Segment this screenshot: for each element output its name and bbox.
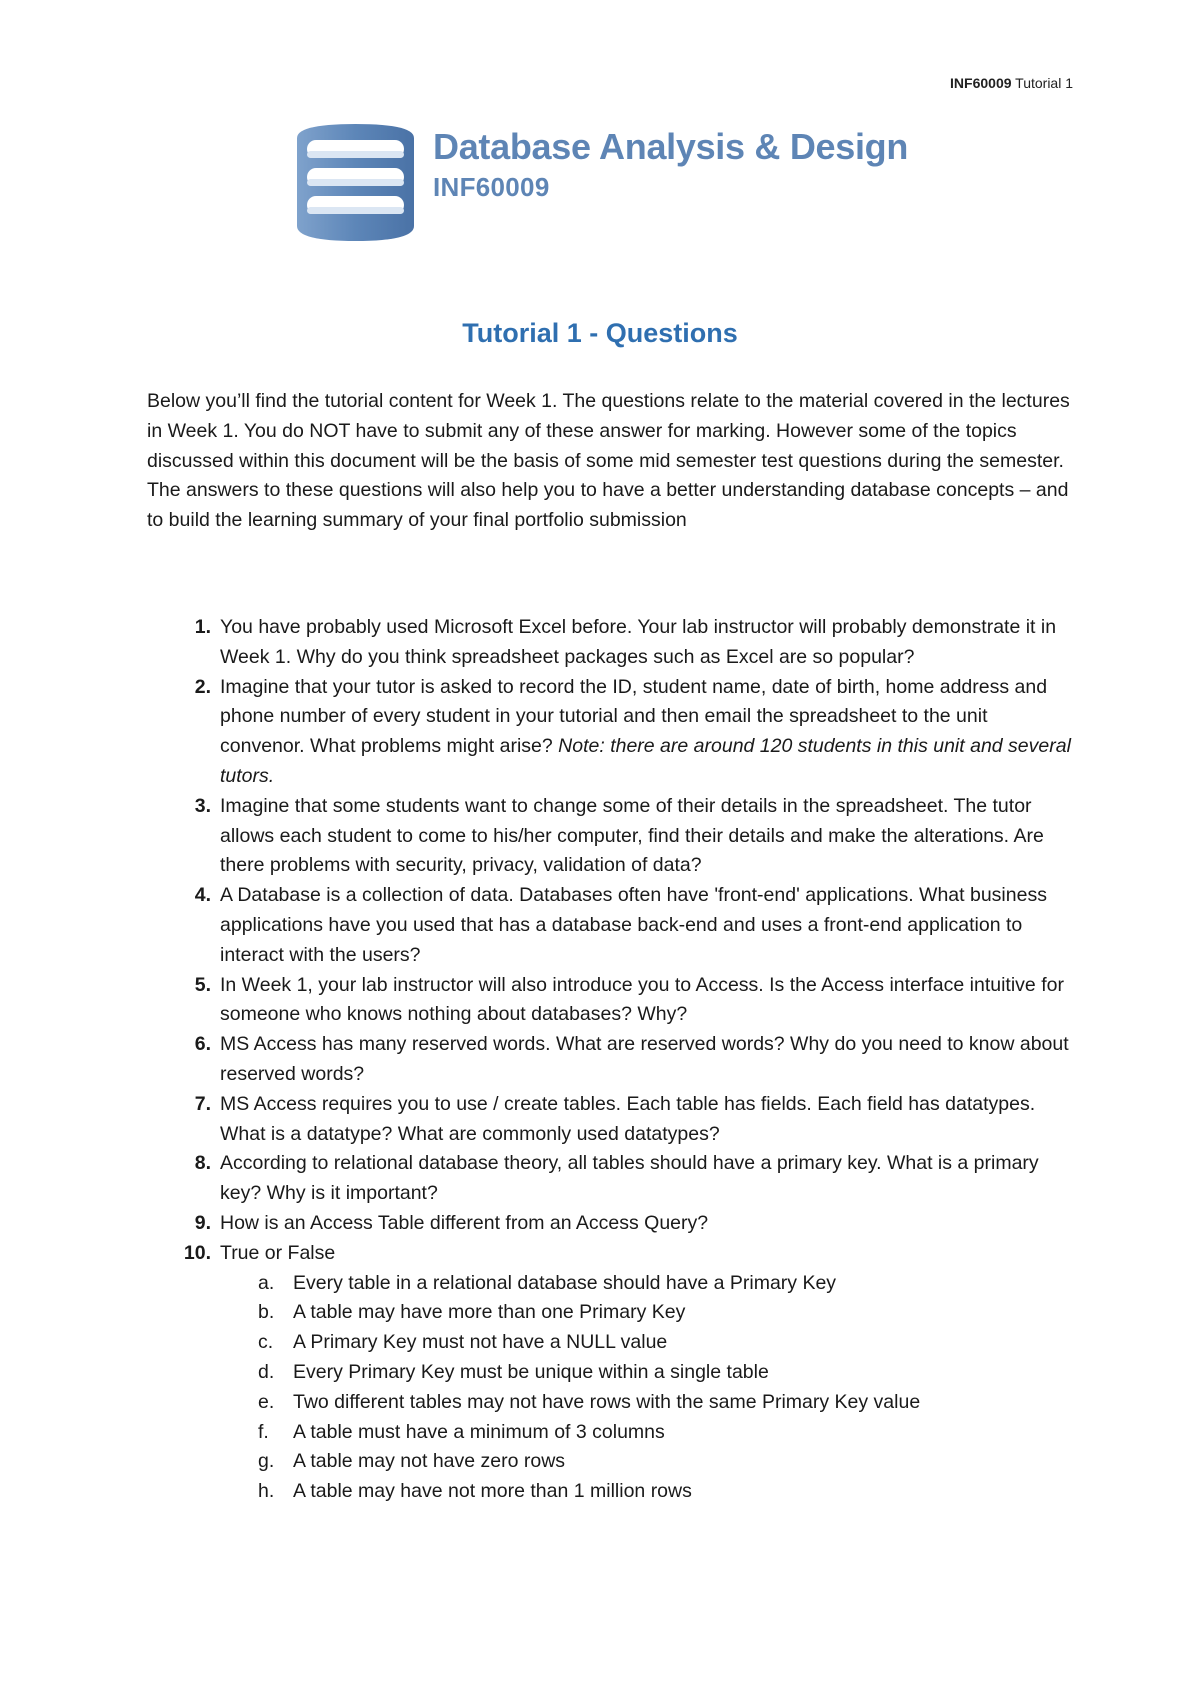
question-item <box>147 1090 1077 1150</box>
item-letter: a. <box>258 1271 275 1294</box>
item-text: A table may not have zero rows <box>293 1450 566 1473</box>
question-note: Note: there are around 120 students in this unit and several tutors. <box>220 735 1071 787</box>
course-banner <box>293 120 933 245</box>
question-text: According to relational database theory, all tables should have a primary key. What is a primary key? Why is it important? <box>220 1152 1039 1205</box>
header-label: Tutorial 1 <box>1015 75 1073 91</box>
question-text: A Database is a collection of data. Databases often have 'front-end' applications. What business applications have you used that has a database back-end and uses a front-end application to interact with the users? <box>220 884 1047 966</box>
question-text: You have probably used Microsoft Excel before. Your lab instructor will probably demonstrate it in Week 1. Why do you think spreadsheet packages such as Excel are so popular? <box>220 616 1057 668</box>
question-number: 6. <box>194 1033 211 1056</box>
question-item <box>147 1149 1077 1209</box>
item-letter: f. <box>258 1420 269 1443</box>
true-false-item <box>220 1298 1077 1328</box>
item-letter: b. <box>258 1301 275 1324</box>
true-false-list <box>220 1269 1077 1507</box>
item-letter: e. <box>258 1390 275 1413</box>
item-text: A table may have not more than 1 million rows <box>293 1480 692 1503</box>
question-number: 1. <box>194 616 211 638</box>
question-item <box>147 881 1077 970</box>
page-title: Tutorial 1 - Questions <box>462 318 738 348</box>
item-text: A Primary Key must not have a NULL value <box>293 1331 668 1354</box>
question-text: In Week 1, your lab instructor will also introduce you to Access. Is the Access interface intuitive for someone who knows nothing about databases? Why? <box>220 973 1064 1026</box>
question-item <box>147 971 1077 1031</box>
question-text: True or False <box>220 1241 336 1264</box>
question-number: 7. <box>194 1092 211 1115</box>
question-number: 8. <box>194 1152 211 1175</box>
question-number: 4. <box>194 884 211 907</box>
question-item <box>147 1209 1077 1239</box>
question-item <box>147 613 1077 673</box>
question-text: MS Access has many reserved words. What are reserved words? Why do you need to know about reserved words? <box>220 1033 1069 1085</box>
question-text: Imagine that some students want to change some of their details in the spreadsheet. The tutor allows each student to come to his/her computer, find their details and make the alterations. Are there problems with security, privacy, validation of data? <box>220 794 1044 877</box>
item-letter: c. <box>258 1331 274 1354</box>
question-number: 3. <box>194 794 211 817</box>
question-number: 9. <box>194 1211 211 1234</box>
item-text: A table may have more than one Primary Key <box>293 1301 686 1324</box>
question-item <box>147 1030 1077 1090</box>
item-letter: d. <box>258 1360 275 1383</box>
item-letter: h. <box>258 1480 275 1503</box>
question-text: Imagine that your tutor is asked to record the ID, student name, date of birth, home address and phone number of every student in your tutorial and then email the spreadsheet to the unit convenor. What problems might arise? <box>220 675 1048 758</box>
question-number: 10. <box>183 1241 211 1264</box>
question-number: 5. <box>194 973 211 996</box>
header-unit-code: INF60009 <box>950 75 1012 91</box>
true-false-item <box>220 1418 1077 1448</box>
banner-unit-code: INF60009 <box>433 172 550 202</box>
question-text: MS Access requires you to use / create tables. Each table has fields. Each field has datatypes. What is a datatype? What are commonly used datatypes? <box>220 1092 1036 1145</box>
page-header <box>950 75 1073 91</box>
item-letter: g. <box>258 1450 275 1473</box>
intro-paragraph: Below you’ll find the tutorial content for Week 1. The questions relate to the material covered in the lectures in Week 1. You do NOT have to submit any of these answer for marking. However some of the topics discussed within this document will be the basis of some mid semester test questions during the semester. The answers to these questions will also help you to have a better understanding database concepts – and to build the learning summary of your final portfolio submission <box>147 390 1070 532</box>
true-false-item <box>220 1358 1077 1388</box>
item-text: Two different tables may not have rows with the same Primary Key value <box>293 1390 921 1413</box>
true-false-item <box>220 1388 1077 1418</box>
question-number: 2. <box>194 675 211 698</box>
item-text: Every table in a relational database should have a Primary Key <box>293 1271 837 1294</box>
question-item <box>147 792 1077 881</box>
true-false-item <box>220 1269 1077 1299</box>
database-icon <box>293 120 418 245</box>
question-text: How is an Access Table different from an Access Query? <box>220 1211 709 1234</box>
question-item <box>147 673 1077 792</box>
question-list <box>147 613 1077 1507</box>
item-text: Every Primary Key must be unique within a single table <box>293 1360 769 1383</box>
item-text: A table must have a minimum of 3 columns <box>293 1420 665 1443</box>
true-false-item <box>220 1328 1077 1358</box>
true-false-item <box>220 1477 1077 1507</box>
banner-title: Database Analysis & Design <box>433 126 909 167</box>
question-item <box>147 1239 1077 1507</box>
true-false-item <box>220 1447 1077 1477</box>
